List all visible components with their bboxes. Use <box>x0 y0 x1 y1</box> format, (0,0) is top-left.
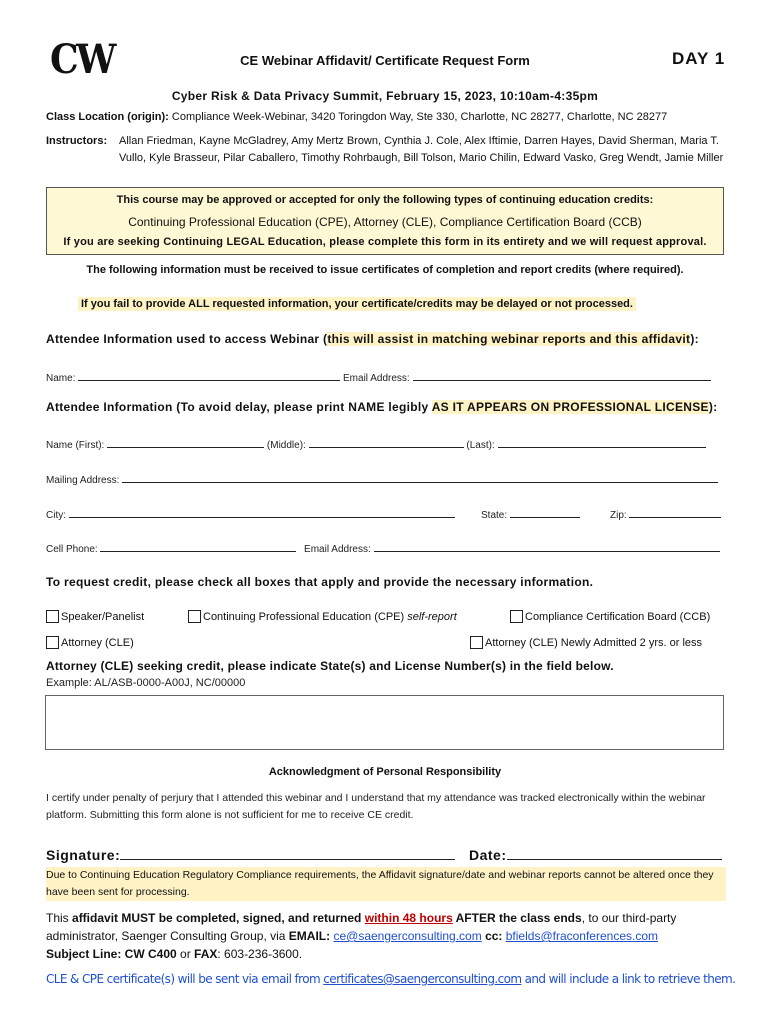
notice-line-2: Continuing Professional Education (CPE), Attorney (CLE), Compliance Certification Board (CCB) <box>128 215 642 229</box>
attendee-webinar-heading <box>46 332 699 346</box>
city-label: City: <box>46 510 66 521</box>
email-field-2[interactable] <box>374 541 720 552</box>
ack-text: I certify under penalty of perjury that I attended this webinar and I understand that my attendance was tracked electronically within the webinar platform. Submitting this form alone is not sufficient for me to receive CE credit. <box>46 792 706 821</box>
first-name-label: Name (First): <box>46 440 105 451</box>
cpe-option[interactable] <box>188 607 457 625</box>
heading-part: Attendee Information used to access Webinar ( <box>46 332 328 346</box>
name-label: Name: <box>46 373 76 384</box>
ccb-label: Compliance Certification Board (CCB) <box>525 611 711 623</box>
last-name-label: (Last): <box>466 440 495 451</box>
date-field[interactable] <box>507 845 722 860</box>
attorney-new-label: Attorney (CLE) Newly Admitted 2 yrs. or less <box>485 637 703 649</box>
middle-name-label: (Middle): <box>266 440 306 451</box>
attorney-new-checkbox[interactable] <box>470 636 483 649</box>
notice-line-1: This course may be approved or accepted for only the following types of continuing education credits: <box>116 194 654 206</box>
location-value: Compliance Week-Webinar, 3420 Toringdon Way, Ste 330, Charlotte, NC 28277, Charlotte, NC 28277 <box>171 111 668 123</box>
mailing-label: Mailing Address: <box>46 475 120 486</box>
cw-logo: CW <box>50 36 114 83</box>
heading-highlight: this will assist in matching webinar reports and this affidavit <box>327 332 691 346</box>
name-field[interactable] <box>78 370 340 381</box>
cpe-self-report: self-report <box>407 611 457 623</box>
mailing-row <box>46 472 718 486</box>
form-title: CE Webinar Affidavit/ Certificate Request Form <box>240 53 530 68</box>
cpe-checkbox[interactable] <box>188 610 201 623</box>
ack-heading: Acknowledgment of Personal Responsibility <box>268 766 502 778</box>
first-name-field[interactable] <box>107 437 264 448</box>
text-bold: affidavit MUST be completed, signed, and returned <box>72 911 365 925</box>
ccb-checkbox[interactable] <box>510 610 523 623</box>
fax-label: FAX <box>194 947 218 961</box>
ce-email-link[interactable]: ce@saengerconsulting.com <box>333 929 482 943</box>
heading-end: ): <box>690 332 699 346</box>
text: , to our third-party administrator, Saenger Consulting Group, via <box>46 911 677 943</box>
city-field[interactable] <box>69 507 455 518</box>
attorney-option[interactable] <box>46 633 134 651</box>
email-label: Email Address: <box>343 373 410 384</box>
text: This <box>46 911 73 925</box>
deadline-text: within 48 hours <box>364 911 453 925</box>
middle-name-field[interactable] <box>309 437 464 448</box>
date-label: Date: <box>469 847 507 863</box>
warning-text: If you fail to provide ALL requested information, your certificate/credits may be delayed or not processed. <box>78 297 636 311</box>
text: or <box>176 947 195 961</box>
credit-heading: To request credit, please check all boxes that apply and provide the necessary information. <box>46 575 594 589</box>
heading-end: ): <box>708 400 718 414</box>
attorney-label: Attorney (CLE) <box>61 637 134 649</box>
attorney-new-option[interactable] <box>470 633 702 651</box>
subject-line: Subject Line: CW C400 <box>46 947 177 961</box>
location-label: Class Location (origin): <box>46 111 169 123</box>
event-title: Cyber Risk & Data Privacy Summit, February 15, 2023, 10:10am-4:35pm <box>171 89 599 103</box>
attendee-license-heading <box>46 400 717 414</box>
signature-label: Signature: <box>46 847 121 863</box>
due-notice: Due to Continuing Education Regulatory Compliance requirements, the Affidavit signature/date and webinar reports cannot be altered once they have been sent for processing. <box>46 867 726 901</box>
fax-number: : 603-236-3600. <box>217 947 303 961</box>
cpe-label: Continuing Professional Education (CPE) <box>203 611 408 623</box>
signature-field[interactable] <box>120 845 455 860</box>
name-row <box>46 437 706 451</box>
certificates-email-link[interactable]: certificates@saengerconsulting.com <box>323 972 522 986</box>
cle-heading: Attorney (CLE) seeking credit, please indicate State(s) and License Number(s) in the field below. <box>46 659 614 673</box>
following-info-text: The following information must be received to issue certificates of completion and report credits (where required). <box>86 264 684 276</box>
bfields-email-link[interactable]: bfields@fraconferences.com <box>505 929 658 943</box>
state-field[interactable] <box>510 507 580 518</box>
zip-row <box>610 507 721 521</box>
day-label: DAY 1 <box>672 49 726 68</box>
instructors-label: Instructors: <box>46 135 108 147</box>
instructors-list: Allan Friedman, Kayne McGladrey, Amy Mertz Brown, Cynthia J. Cole, Alex Iftimie, Darren Hayes, David Sherman, Maria T. Vullo, Kyle Brasseur, Pilar Caballero, Timothy Rohrbaugh, Bill Tolson, Mario Chilin, Edward Vasko, Greg Wendt, Jamie Miller <box>119 135 724 164</box>
notice-line-3: If you are seeking Continuing LEGAL Education, please complete this form in its entirety and we will request approval. <box>63 236 707 248</box>
cc-label: cc: <box>481 929 506 943</box>
zip-field[interactable] <box>629 507 721 518</box>
mailing-field[interactable] <box>122 472 718 483</box>
affidavit-instructions <box>46 909 736 963</box>
text: and will include a link to retrieve them. <box>521 972 736 986</box>
heading-part: Attendee Information (To avoid delay, please print NAME legibly <box>46 400 432 414</box>
license-input-box[interactable] <box>45 695 724 750</box>
date-row <box>469 845 722 863</box>
phone-field[interactable] <box>100 541 296 552</box>
speaker-label: Speaker/Panelist <box>61 611 145 623</box>
email-label: EMAIL: <box>288 929 331 943</box>
zip-label: Zip: <box>610 510 627 521</box>
text-bold: AFTER the class ends <box>452 911 582 925</box>
attorney-checkbox[interactable] <box>46 636 59 649</box>
text: CLE & CPE certificate(s) will be sent via email from <box>46 972 324 986</box>
credit-notice-box <box>46 187 724 255</box>
state-label: State: <box>481 510 508 521</box>
ccb-option[interactable] <box>510 607 710 625</box>
webinar-name-row <box>46 370 711 384</box>
cle-example: Example: AL/ASB-0000-A00J, NC/00000 <box>46 677 246 689</box>
class-location <box>46 111 667 123</box>
speaker-option[interactable] <box>46 607 144 625</box>
certificate-delivery-note <box>46 972 735 986</box>
last-name-field[interactable] <box>498 437 706 448</box>
heading-highlight: AS IT APPEARS ON PROFESSIONAL LICENSE <box>431 400 709 414</box>
phone-label: Cell Phone: <box>46 544 98 555</box>
email-field[interactable] <box>413 370 711 381</box>
speaker-checkbox[interactable] <box>46 610 59 623</box>
signature-row <box>46 845 455 863</box>
phone-row <box>46 541 720 555</box>
city-row <box>46 507 455 521</box>
email-label-2: Email Address: <box>304 544 371 555</box>
state-row <box>481 507 580 521</box>
